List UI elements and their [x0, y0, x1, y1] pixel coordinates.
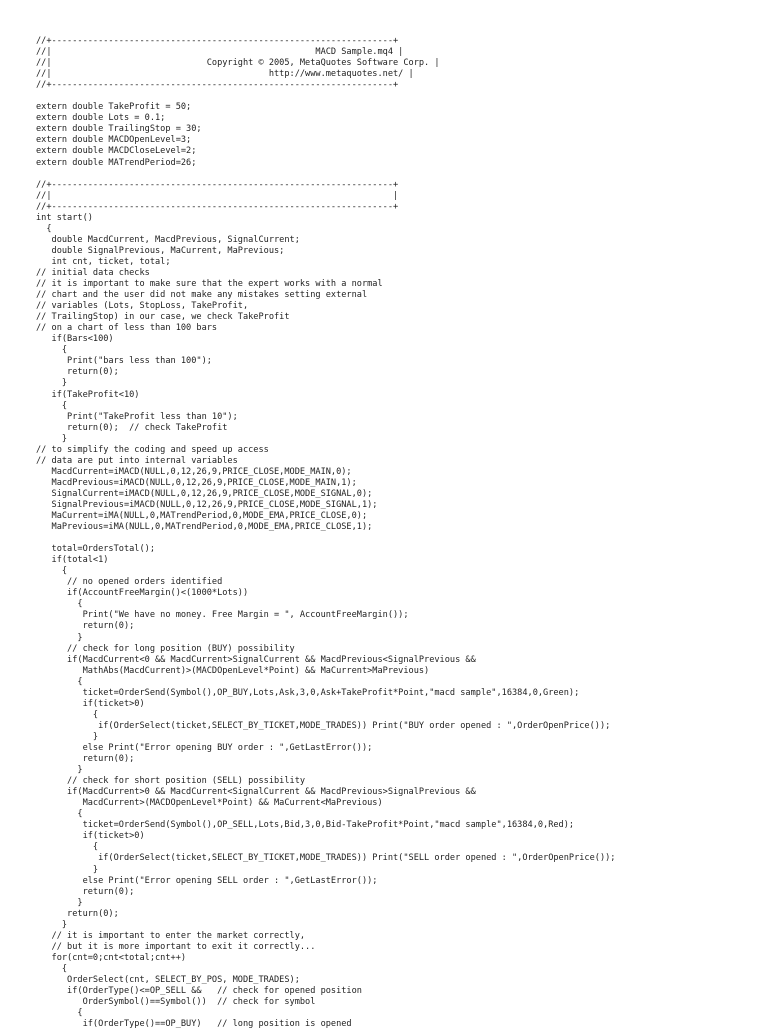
- code-line: [36, 91, 615, 102]
- code-line: // it is important to make sure that the expert works with a normal: [36, 279, 383, 290]
- code-line: if(MacdCurrent<0 && MacdCurrent>SignalCurrent && MacdPrevious<SignalPrevious &&: [36, 654, 476, 665]
- code-line: return(0);: [36, 367, 119, 378]
- code-line: else Print("Error opening SELL order : ",GetLastError());: [36, 875, 378, 886]
- code-line: SignalCurrent=iMACD(NULL,0,12,26,9,PRICE_CLOSE,MODE_SIGNAL,0);: [36, 488, 373, 499]
- code-line: extern double MACDOpenLevel=3;: [36, 135, 192, 146]
- code-line: Print("bars less than 100");: [36, 356, 212, 367]
- code-line: {: [36, 842, 99, 853]
- code-line: total=OrdersTotal();: [36, 544, 155, 555]
- code-line: Print("TakeProfit less than 10");: [36, 411, 238, 422]
- code-line: {: [36, 566, 68, 577]
- code-line: //+------------------------------------------------------------------+: [36, 201, 399, 212]
- code-line: extern double TrailingStop = 30;: [36, 124, 202, 135]
- code-line: MacdCurrent>(MACDOpenLevel*Point) && MaCurrent<MaPrevious): [36, 798, 383, 809]
- code-line: MacdCurrent=iMACD(NULL,0,12,26,9,PRICE_CLOSE,MODE_MAIN,0);: [36, 466, 352, 477]
- code-line: ticket=OrderSend(Symbol(),OP_BUY,Lots,Ask,3,0,Ask+TakeProfit*Point,"macd sample",16384,0,Green);: [36, 687, 580, 698]
- code-line: if(AccountFreeMargin()<(1000*Lots)): [36, 588, 249, 599]
- code-line: for(cnt=0;cnt<total;cnt++): [36, 952, 187, 963]
- code-line: // but it is more important to exit it correctly...: [36, 941, 316, 952]
- code-line: [36, 533, 615, 544]
- code-line: {: [36, 345, 68, 356]
- code-line: // check for short position (SELL) possibility: [36, 776, 306, 787]
- code-line: }: [36, 433, 68, 444]
- code-line: //+------------------------------------------------------------------+: [36, 80, 399, 91]
- code-line: //| http://www.metaquotes.net/ |: [36, 69, 414, 80]
- code-line: {: [36, 963, 68, 974]
- code-line: if(ticket>0): [36, 698, 145, 709]
- code-line: int start(): [36, 212, 93, 223]
- code-line: MathAbs(MacdCurrent)>(MACDOpenLevel*Point) && MaCurrent>MaPrevious): [36, 665, 430, 676]
- code-line: SignalPrevious=iMACD(NULL,0,12,26,9,PRICE_CLOSE,MODE_SIGNAL,1);: [36, 499, 378, 510]
- code-line: return(0);: [36, 886, 135, 897]
- code-line: return(0);: [36, 908, 119, 919]
- code-line: }: [36, 765, 83, 776]
- code-line: {: [36, 709, 99, 720]
- code-line: //+------------------------------------------------------------------+: [36, 36, 399, 46]
- code-line: return(0);: [36, 621, 135, 632]
- code-line: if(ticket>0): [36, 831, 145, 842]
- code-line: // no opened orders identified: [36, 577, 223, 588]
- code-line: return(0);: [36, 754, 135, 765]
- code-line: {: [36, 809, 83, 820]
- code-line: //| |: [36, 190, 399, 201]
- code-line: }: [36, 919, 68, 930]
- code-line: if(Bars<100): [36, 334, 114, 345]
- code-line: {: [36, 1008, 83, 1019]
- code-line: }: [36, 731, 99, 742]
- code-line: int cnt, ticket, total;: [36, 256, 171, 267]
- code-line: // on a chart of less than 100 bars: [36, 323, 218, 334]
- code-line: //+------------------------------------------------------------------+: [36, 179, 399, 190]
- code-line: else Print("Error opening BUY order : ",GetLastError());: [36, 743, 373, 753]
- code-line: // chart and the user did not make any mistakes setting external: [36, 290, 368, 301]
- code-line: OrderSymbol()==Symbol()) // check for symbol: [36, 997, 316, 1008]
- code-line: double MacdCurrent, MacdPrevious, SignalCurrent;: [36, 234, 300, 245]
- code-line: double SignalPrevious, MaCurrent, MaPrevious;: [36, 245, 285, 256]
- code-line: extern double MACDCloseLevel=2;: [36, 146, 197, 157]
- code-line: // it is important to enter the market correctly,: [36, 930, 306, 941]
- code-line: if(OrderType()<=OP_SELL && // check for opened position: [36, 986, 362, 997]
- code-line: //| MACD Sample.mq4 |: [36, 47, 404, 58]
- code-line: //| Copyright © 2005, MetaQuotes Software Corp. |: [36, 58, 440, 69]
- code-listing: [36, 36, 615, 1030]
- code-line: }: [36, 864, 99, 875]
- code-line: MacdPrevious=iMACD(NULL,0,12,26,9,PRICE_CLOSE,MODE_MAIN,1);: [36, 477, 357, 488]
- code-line: }: [36, 897, 83, 908]
- code-line: MaCurrent=iMA(NULL,0,MATrendPeriod,0,MODE_EMA,PRICE_CLOSE,0);: [36, 511, 368, 522]
- code-line: // check for long position (BUY) possibility: [36, 643, 295, 654]
- code-line: {: [36, 223, 52, 234]
- code-line: }: [36, 632, 83, 643]
- code-line: {: [36, 599, 83, 610]
- code-line: if(OrderSelect(ticket,SELECT_BY_TICKET,MODE_TRADES)) Print("SELL order opened : ",OrderOpenPrice());: [36, 853, 616, 864]
- code-line: MaPrevious=iMA(NULL,0,MATrendPeriod,0,MODE_EMA,PRICE_CLOSE,1);: [36, 522, 373, 533]
- code-line: // initial data checks: [36, 267, 150, 278]
- code-line: if(OrderType()==OP_BUY) // long position is opened: [36, 1019, 352, 1030]
- code-line: [36, 169, 615, 180]
- code-line: Print("We have no money. Free Margin = ", AccountFreeMargin());: [36, 610, 409, 621]
- code-line: extern double MATrendPeriod=26;: [36, 157, 197, 168]
- code-line: // variables (Lots, StopLoss, TakeProfit,: [36, 301, 249, 312]
- code-line: extern double TakeProfit = 50;: [36, 102, 192, 113]
- code-line: // data are put into internal variables: [36, 455, 238, 466]
- code-line: extern double Lots = 0.1;: [36, 113, 166, 124]
- code-line: {: [36, 676, 83, 687]
- code-line: }: [36, 378, 68, 389]
- code-line: // to simplify the coding and speed up access: [36, 444, 269, 455]
- code-line: OrderSelect(cnt, SELECT_BY_POS, MODE_TRADES);: [36, 974, 300, 985]
- code-line: if(OrderSelect(ticket,SELECT_BY_TICKET,MODE_TRADES)) Print("BUY order opened : ",OrderOpenPrice());: [36, 720, 611, 731]
- code-line: if(TakeProfit<10): [36, 389, 140, 400]
- code-line: if(MacdCurrent>0 && MacdCurrent<SignalCurrent && MacdPrevious>SignalPrevious &&: [36, 787, 476, 798]
- code-line: return(0); // check TakeProfit: [36, 422, 228, 433]
- code-line: ticket=OrderSend(Symbol(),OP_SELL,Lots,Bid,3,0,Bid-TakeProfit*Point,"macd sample",16384,0,Red);: [36, 820, 575, 831]
- code-line: // TrailingStop) in our case, we check TakeProfit: [36, 312, 290, 323]
- code-line: if(total<1): [36, 555, 109, 566]
- code-line: {: [36, 400, 68, 411]
